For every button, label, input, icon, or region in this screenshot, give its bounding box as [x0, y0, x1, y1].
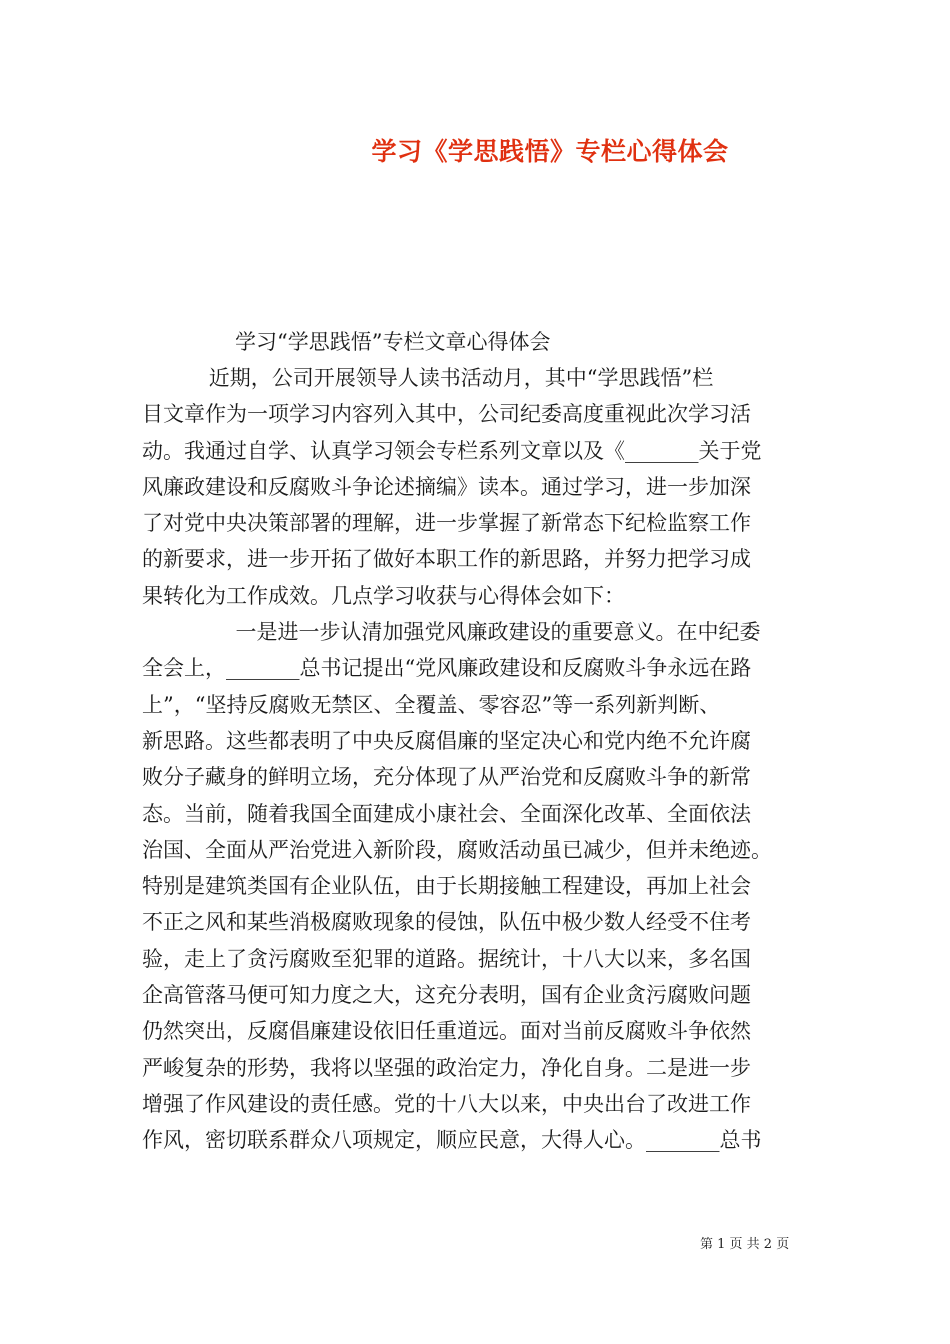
document-title: 学习《学思践悟》专栏心得体会 [371, 137, 729, 166]
body-line: 上”，“坚持反腐败无禁区、全覆盖、零容忍”等一系列新判断、 [142, 692, 721, 717]
body-line: 作风，密切联系群众八项规定，顺应民意，大得人心。_______总书 [142, 1128, 762, 1153]
body-line: 了对党中央决策部署的理解，进一步掌握了新常态下纪检监察工作 [142, 511, 751, 536]
body-line: 仍然突出，反腐倡廉建设依旧任重道远。面对当前反腐败斗争依然 [142, 1019, 751, 1044]
body-line: 动。我通过自学、认真学习领会专栏系列文章以及《_______关于党 [142, 438, 762, 463]
document-subtitle: 学习“学思践悟”专栏文章心得体会 [235, 330, 551, 354]
body-line: 败分子藏身的鲜明立场，充分体现了从严治党和反腐败斗争的新常 [142, 765, 751, 790]
body-line: 风廉政建设和反腐败斗争论述摘编》读本。通过学习，进一步加深 [142, 474, 751, 499]
body-line: 不正之风和某些消极腐败现象的侵蚀，队伍中极少数人经受不住考 [142, 910, 751, 935]
body-line: 果转化为工作成效。几点学习收获与心得体会如下： [142, 583, 625, 608]
body-line: 态。当前，随着我国全面建成小康社会、全面深化改革、全面依法 [142, 801, 751, 826]
body-line: 新思路。这些都表明了中央反腐倡廉的坚定决心和党内绝不允许腐 [142, 728, 751, 753]
body-line: 目文章作为一项学习内容列入其中，公司纪委高度重视此次学习活 [142, 402, 751, 427]
body-line: 全会上，_______总书记提出“党风廉政建设和反腐败斗争永远在路 [142, 656, 752, 681]
body-line: 的新要求，进一步开拓了做好本职工作的新思路，并努力把学习成 [142, 547, 751, 572]
body-line: 增强了作风建设的责任感。党的十八大以来，中央出台了改进工作 [142, 1091, 751, 1116]
page-number-footer: 第 1 页 共 2 页 [700, 1237, 790, 1252]
body-line: 治国、全面从严治党进入新阶段，腐败活动虽已减少，但并未绝迹。 [142, 837, 772, 862]
body-line: 一是进一步认清加强党风廉政建设的重要意义。在中纪委 [142, 620, 761, 645]
body-line: 企高管落马便可知力度之大，这充分表明，国有企业贪污腐败问题 [142, 983, 751, 1008]
body-line: 近期，公司开展领导人读书活动月，其中“学思践悟”栏 [142, 366, 714, 390]
body-text [142, 360, 814, 1159]
body-line: 验，走上了贪污腐败至犯罪的道路。据统计，十八大以来，多名国 [142, 946, 751, 971]
body-line: 特别是建筑类国有企业队伍，由于长期接触工程建设，再加上社会 [142, 874, 751, 899]
body-line: 严峻复杂的形势，我将以坚强的政治定力，净化自身。二是进一步 [142, 1055, 751, 1080]
